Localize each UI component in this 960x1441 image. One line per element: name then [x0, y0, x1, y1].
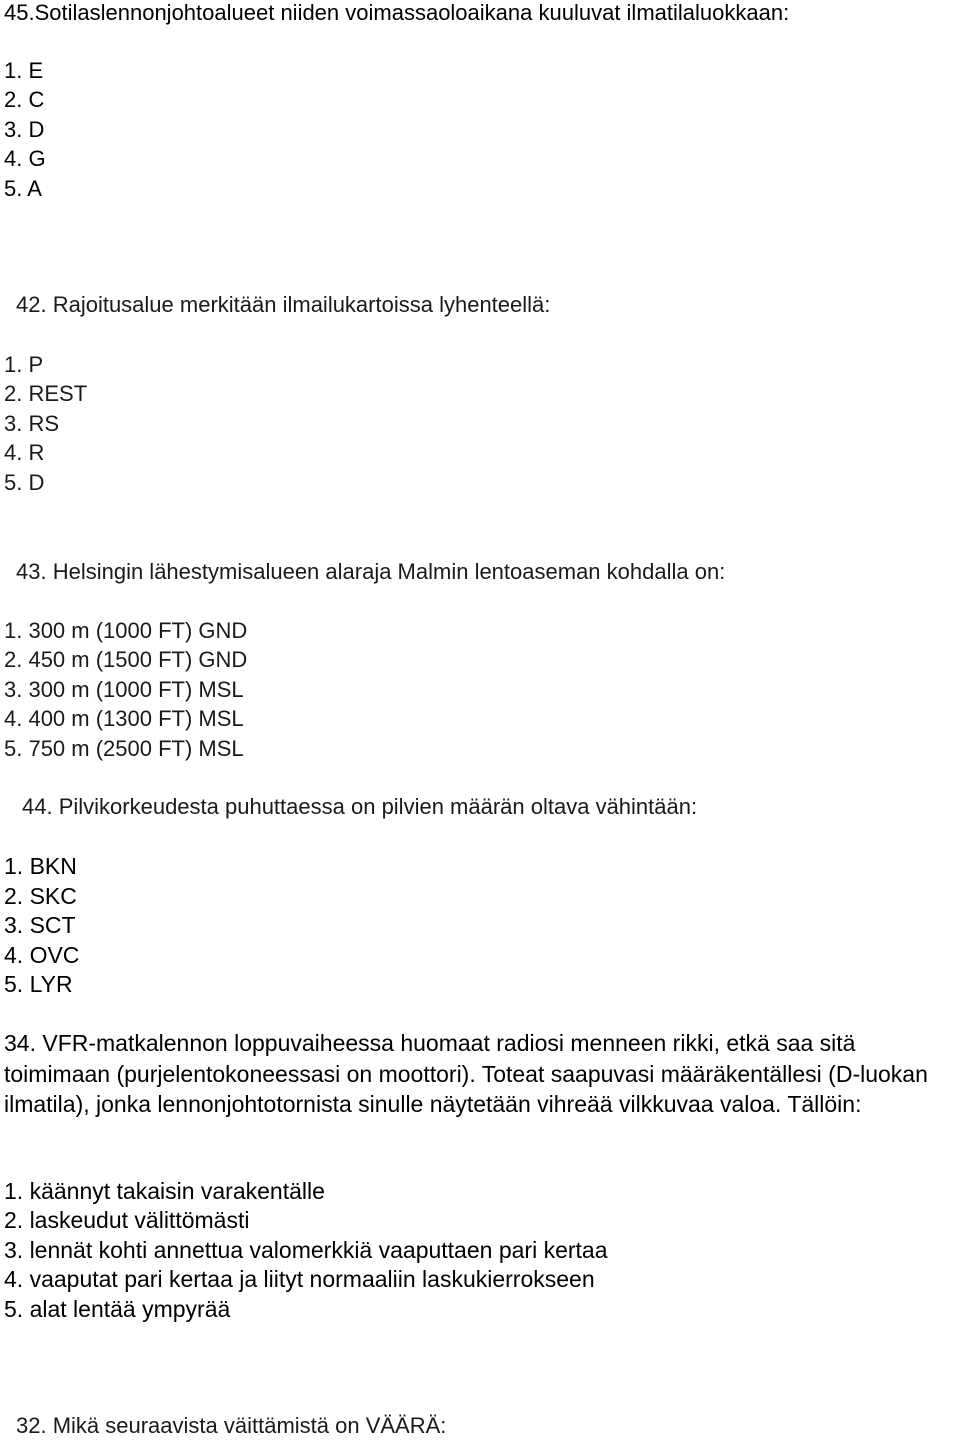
q45-option-3: 3. D — [4, 117, 45, 142]
q34-option-3: 3. lennät kohti annettua valomerkkiä vaaputtaen pari kertaa — [4, 1237, 608, 1263]
q43-option-4: 4. 400 m (1300 FT) MSL — [4, 706, 244, 731]
q34-option-2: 2. laskeudut välittömästi — [4, 1207, 250, 1233]
q43-option-5: 5. 750 m (2500 FT) MSL — [4, 736, 244, 761]
q45-option-2: 2. C — [4, 87, 45, 112]
q45-option-5: 5. A — [4, 176, 42, 201]
q43-option-3: 3. 300 m (1000 FT) MSL — [4, 677, 244, 702]
q42-option-1: 1. P — [4, 352, 44, 377]
q44-option-3: 3. SCT — [4, 912, 76, 938]
question-42: 42. Rajoitusalue merkitään ilmailukartoissa lyhenteellä: — [16, 292, 551, 317]
q42-option-5: 5. D — [4, 470, 45, 495]
q42-option-2: 2. REST — [4, 381, 88, 406]
q42-option-3: 3. RS — [4, 411, 60, 436]
q44-option-5: 5. LYR — [4, 971, 73, 997]
q42-option-4: 4. R — [4, 440, 45, 465]
q34-option-5: 5. alat lentää ympyrää — [4, 1296, 231, 1322]
question-45: 45.Sotilaslennonjohtoalueet niiden voimassaoloaikana kuuluvat ilmatilaluokkaan: — [4, 0, 790, 25]
q34-option-4: 4. vaaputat pari kertaa ja liityt normaaliin laskukierrokseen — [4, 1266, 595, 1292]
q44-option-1: 1. BKN — [4, 853, 77, 879]
question-32: 32. Mikä seuraavista väittämistä on VÄÄRÄ: — [16, 1413, 447, 1438]
q43-option-2: 2. 450 m (1500 FT) GND — [4, 647, 248, 672]
q44-option-4: 4. OVC — [4, 942, 80, 968]
question-43: 43. Helsingin lähestymisalueen alaraja Malmin lentoaseman kohdalla on: — [16, 559, 726, 584]
q34-option-1: 1. käännyt takaisin varakentälle — [4, 1178, 325, 1204]
q43-option-1: 1. 300 m (1000 FT) GND — [4, 618, 248, 643]
question-34: 34. VFR-matkalennon loppuvaiheessa huomaat radiosi menneen rikki, etkä saa sitä toimimaan (purjelentokoneessasi on moottori). Toteat saapuvasi määräkentällesi (D-luokan ilmatila), jonka lennonjohtotornista sinulle näytetään vihreää vilkkuvaa valoa. Tällöin: — [4, 1030, 928, 1118]
question-44: 44. Pilvikorkeudesta puhuttaessa on pilvien määrän oltava vähintään: — [22, 794, 698, 819]
q44-option-2: 2. SKC — [4, 883, 77, 909]
q45-option-1: 1. E — [4, 58, 44, 83]
q45-option-4: 4. G — [4, 146, 46, 171]
